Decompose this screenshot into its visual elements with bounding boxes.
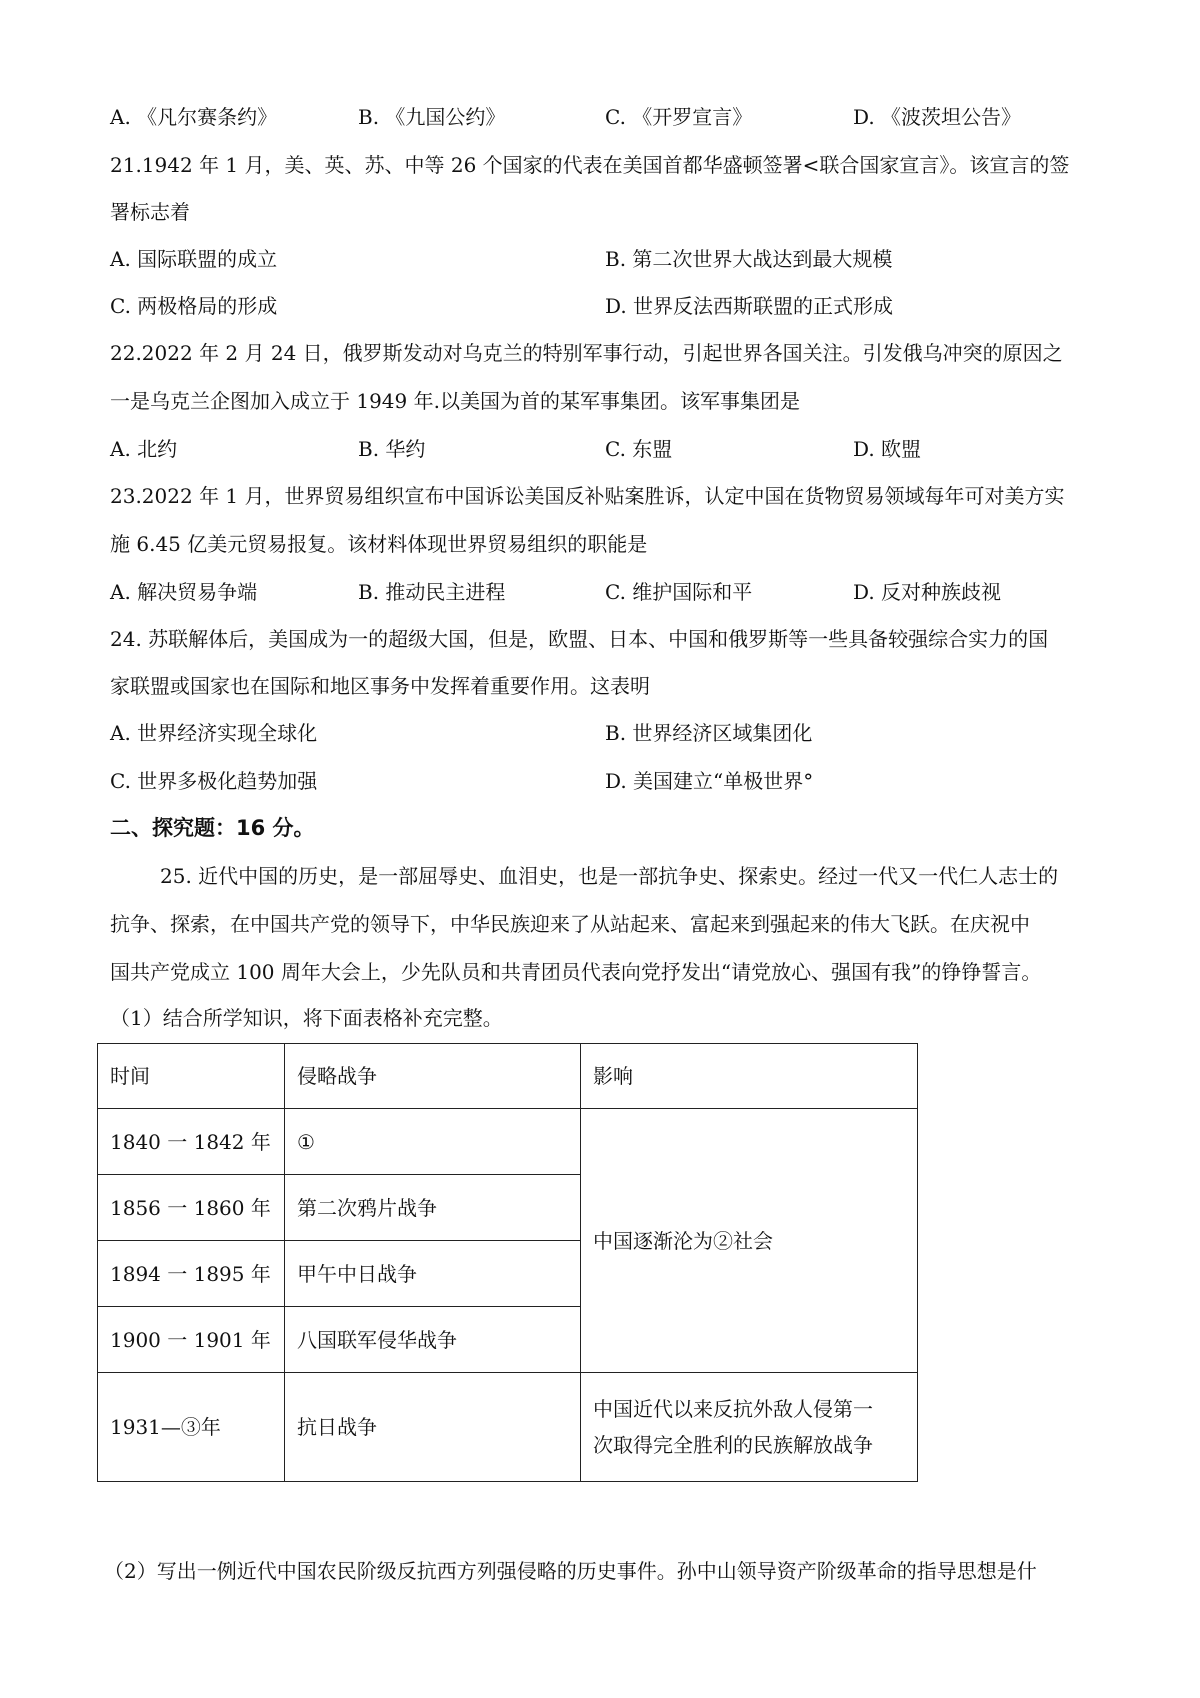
- q23-stem-line1: 23.2022 年 1 月，世界贸易组织宣布中国诉讼美国反补贴案胜诉，认定中国在货物贸易领域每年可对美方实: [110, 484, 1065, 508]
- q20-option-d: D. 《波茨坦公告》: [853, 105, 1022, 129]
- history-table: [97, 1043, 918, 1482]
- q24-option-b: B. 世界经济区域集团化: [605, 721, 813, 745]
- q25-paragraph-line2: 抗争、探索，在中国共产党的领导下，中华民族迎来了从站起来、富起来到强起来的伟大飞跃。在庆祝中: [110, 912, 1030, 936]
- q21-stem-line1: 21.1942 年 1 月，美、英、苏、中等 26 个国家的代表在美国首都华盛顿签署<联合国家宣言》。该宣言的签: [110, 153, 1070, 177]
- q22-stem-line1: 22.2022 年 2 月 24 日，俄罗斯发动对乌克兰的特别军事行动，引起世界各国关注。引发俄乌冲突的原因之: [110, 341, 1063, 365]
- q25-paragraph-line3: 国共产党成立 100 周年大会上，少先队员和共青团员代表向党抒发出“请党放心、强国有我”的铮铮誓言。: [110, 960, 1042, 984]
- q24-option-c: C. 世界多极化趋势加强: [110, 769, 318, 793]
- q23-option-b: B. 推动民主进程: [358, 580, 506, 604]
- q24-option-d: D. 美国建立“单极世界°: [605, 769, 814, 793]
- q22-option-d: D. 欧盟: [853, 437, 922, 461]
- table-row: [98, 1109, 918, 1175]
- q20-option-a: A. 《凡尔赛条约》: [110, 105, 278, 129]
- cell-war: 抗日战争: [285, 1373, 581, 1482]
- cell-time: 1840 一 1842 年: [98, 1109, 285, 1175]
- q24-option-a: A. 世界经济实现全球化: [110, 721, 318, 745]
- section-heading: 二、探究题：16 分。: [110, 816, 315, 840]
- cell-war: 第二次鸦片战争: [285, 1175, 581, 1241]
- cell-time: 1931—③年: [98, 1373, 285, 1482]
- cell-impact-merged: 中国逐渐沦为②社会: [581, 1109, 918, 1373]
- cell-war: ①: [285, 1109, 581, 1175]
- q22-option-b: B. 华约: [358, 437, 426, 461]
- q20-option-b: B. 《九国公约》: [358, 105, 506, 129]
- table-row: [98, 1373, 918, 1482]
- cell-time: 1900 一 1901 年: [98, 1307, 285, 1373]
- q23-option-a: A. 解决贸易争端: [110, 580, 258, 604]
- q22-options: [110, 435, 1100, 463]
- q25-paragraph-line1: 25. 近代中国的历史，是一部屈辱史、血泪史，也是一部抗争史、探索史。经过一代又一代仁人志士的: [160, 864, 1059, 888]
- header-time: 时间: [98, 1044, 285, 1109]
- q23-option-c: C. 维护国际和平: [605, 580, 753, 604]
- cell-war: 甲午中日战争: [285, 1241, 581, 1307]
- cell-impact-line1: 中国近代以来反抗外敌人侵第一: [593, 1397, 873, 1421]
- header-impact: 影响: [581, 1044, 918, 1109]
- q23-stem-line2: 施 6.45 亿美元贸易报复。该材料体现世界贸易组织的职能是: [110, 532, 648, 556]
- cell-impact: [581, 1373, 918, 1482]
- q24-stem-line1: 24. 苏联解体后，美国成为一的超级大国，但是，欧盟、日本、中国和俄罗斯等一些具备较强综合实力的国: [110, 627, 1049, 651]
- q21-option-a: A. 国际联盟的成立: [110, 247, 278, 271]
- q23-options: [110, 578, 1100, 606]
- cell-time: 1856 一 1860 年: [98, 1175, 285, 1241]
- q20-options: [110, 103, 1100, 131]
- q24-stem-line2: 家联盟或国家也在国际和地区事务中发挥着重要作用。这表明: [110, 674, 650, 698]
- q21-options-row1: [110, 245, 1100, 273]
- q21-option-d: D. 世界反法西斯联盟的正式形成: [605, 294, 894, 318]
- q24-options-row1: [110, 719, 1100, 747]
- q21-stem-line2: 署标志着: [110, 200, 190, 224]
- q24-options-row2: [110, 767, 1100, 795]
- q20-option-c: C. 《开罗宣言》: [605, 105, 753, 129]
- cell-impact-line2: 次取得完全胜利的民族解放战争: [593, 1433, 873, 1457]
- header-war: 侵略战争: [285, 1044, 581, 1109]
- q22-option-c: C. 东盟: [605, 437, 673, 461]
- cell-time: 1894 一 1895 年: [98, 1241, 285, 1307]
- q25-subquestion-2: （2）写出一例近代中国农民阶级反抗西方列强侵略的历史事件。孙中山领导资产阶级革命的指导思想是什: [104, 1559, 1037, 1583]
- q23-option-d: D. 反对种族歧视: [853, 580, 1002, 604]
- table-header-row: [98, 1044, 918, 1109]
- q25-subquestion-1: （1）结合所学知识，将下面表格补充完整。: [110, 1006, 503, 1030]
- q22-stem-line2: 一是乌克兰企图加入成立于 1949 年.以美国为首的某军事集团。该军事集团是: [110, 389, 800, 413]
- q22-option-a: A. 北约: [110, 437, 178, 461]
- q21-options-row2: [110, 292, 1100, 320]
- cell-war: 八国联军侵华战争: [285, 1307, 581, 1373]
- q21-option-b: B. 第二次世界大战达到最大规模: [605, 247, 893, 271]
- q21-option-c: C. 两极格局的形成: [110, 294, 278, 318]
